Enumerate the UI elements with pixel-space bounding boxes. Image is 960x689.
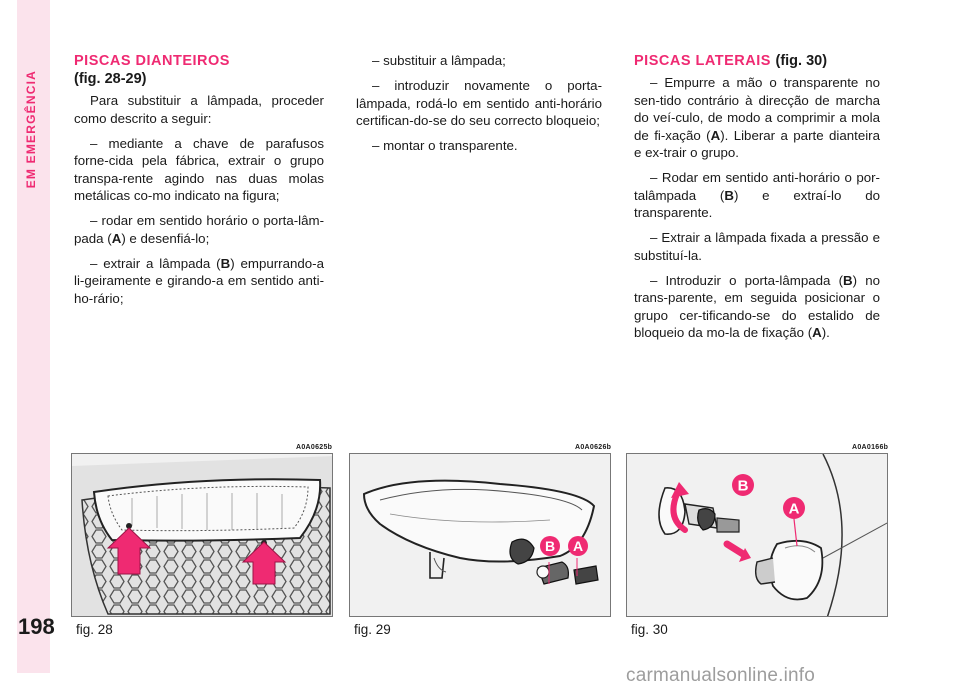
heading-title: PISCAS DIANTEIROS — [74, 53, 230, 69]
part-letter: B — [843, 272, 853, 288]
paragraph: – montar o transparente. — [372, 138, 518, 153]
callout-b: B — [544, 538, 556, 554]
part-letter: B — [724, 187, 734, 203]
heading-figure-ref: (fig. 28-29) — [74, 71, 147, 87]
callout-b: B — [737, 477, 749, 495]
paragraph: – substituir a lâmpada; — [372, 53, 506, 68]
paragraph: – extrair a lâmpada (B) empurrando-a li-geiramente e girando-a em sentido anti-ho-rário; — [74, 255, 324, 306]
page-number: 198 — [18, 614, 55, 639]
heading-title: PISCAS LATERAIS — [634, 53, 771, 69]
paragraph: – Introduzir o porta-lâmpada (B) no trans-parente, em seguida posicionar o grupo cer-tificando-se do estalido de bloqueio da mo-la de fixação (A). — [634, 272, 880, 340]
paragraph: – introduzir novamente o porta-lâmpada, rodá-lo em sentido anti-horário certifican-do-se do seu correcto bloqueio; — [356, 78, 602, 128]
column-side-indicators — [634, 52, 880, 349]
site-watermark: carmanualsonline.info — [626, 665, 816, 686]
column-front-indicators — [74, 52, 324, 315]
paragraph: – Rodar em sentido anti-horário o por-talâmpada (B) e extraí-lo do transparente. — [634, 170, 880, 220]
figure-caption: fig. 28 — [76, 622, 113, 637]
callout-a: A — [572, 538, 584, 554]
heading-figure-ref: (fig. 30) — [775, 53, 828, 69]
callout-a: A — [788, 500, 800, 518]
part-letter: A — [812, 325, 822, 340]
part-letter: A — [111, 230, 122, 246]
part-letter: B — [220, 255, 231, 271]
paragraph: – Extrair a lâmpada fixada a pressão e substituí-la. — [634, 230, 880, 263]
section-heading — [74, 52, 324, 88]
figure-code: A0A0166b — [852, 444, 889, 451]
paragraph: – Empurre a mão o transparente no sen-tido contrário à direcção de marcha do veí-culo, de modo a comprimir a mola de fi-xação (A). Liberar a parte dianteira e ex-trair o grupo. — [634, 75, 880, 160]
section-heading — [634, 52, 880, 70]
section-label: EM EMERGÊNCIA — [24, 70, 38, 189]
paragraph: Para substituir a lâmpada, proceder como descrito a seguir: — [74, 93, 324, 126]
figure-caption: fig. 30 — [631, 622, 668, 637]
paragraph: – rodar em sentido horário o porta-lâm-pada (A) e desenfiá-lo; — [74, 213, 324, 246]
figure-code: A0A0625b — [296, 444, 333, 451]
figure-28-illustration — [71, 453, 333, 617]
column-continued — [356, 52, 602, 162]
part-letter: A — [710, 127, 721, 143]
figure-30-illustration — [626, 453, 888, 617]
figure-29-illustration — [349, 453, 611, 617]
figure-caption: fig. 29 — [354, 622, 391, 637]
paragraph: – mediante a chave de parafusos forne-cida pela fábrica, extrair o grupo transpa-rente agindo nas duas molas metálicas co-mo indicato na figura; — [74, 135, 324, 203]
figure-code: A0A0626b — [575, 444, 612, 451]
